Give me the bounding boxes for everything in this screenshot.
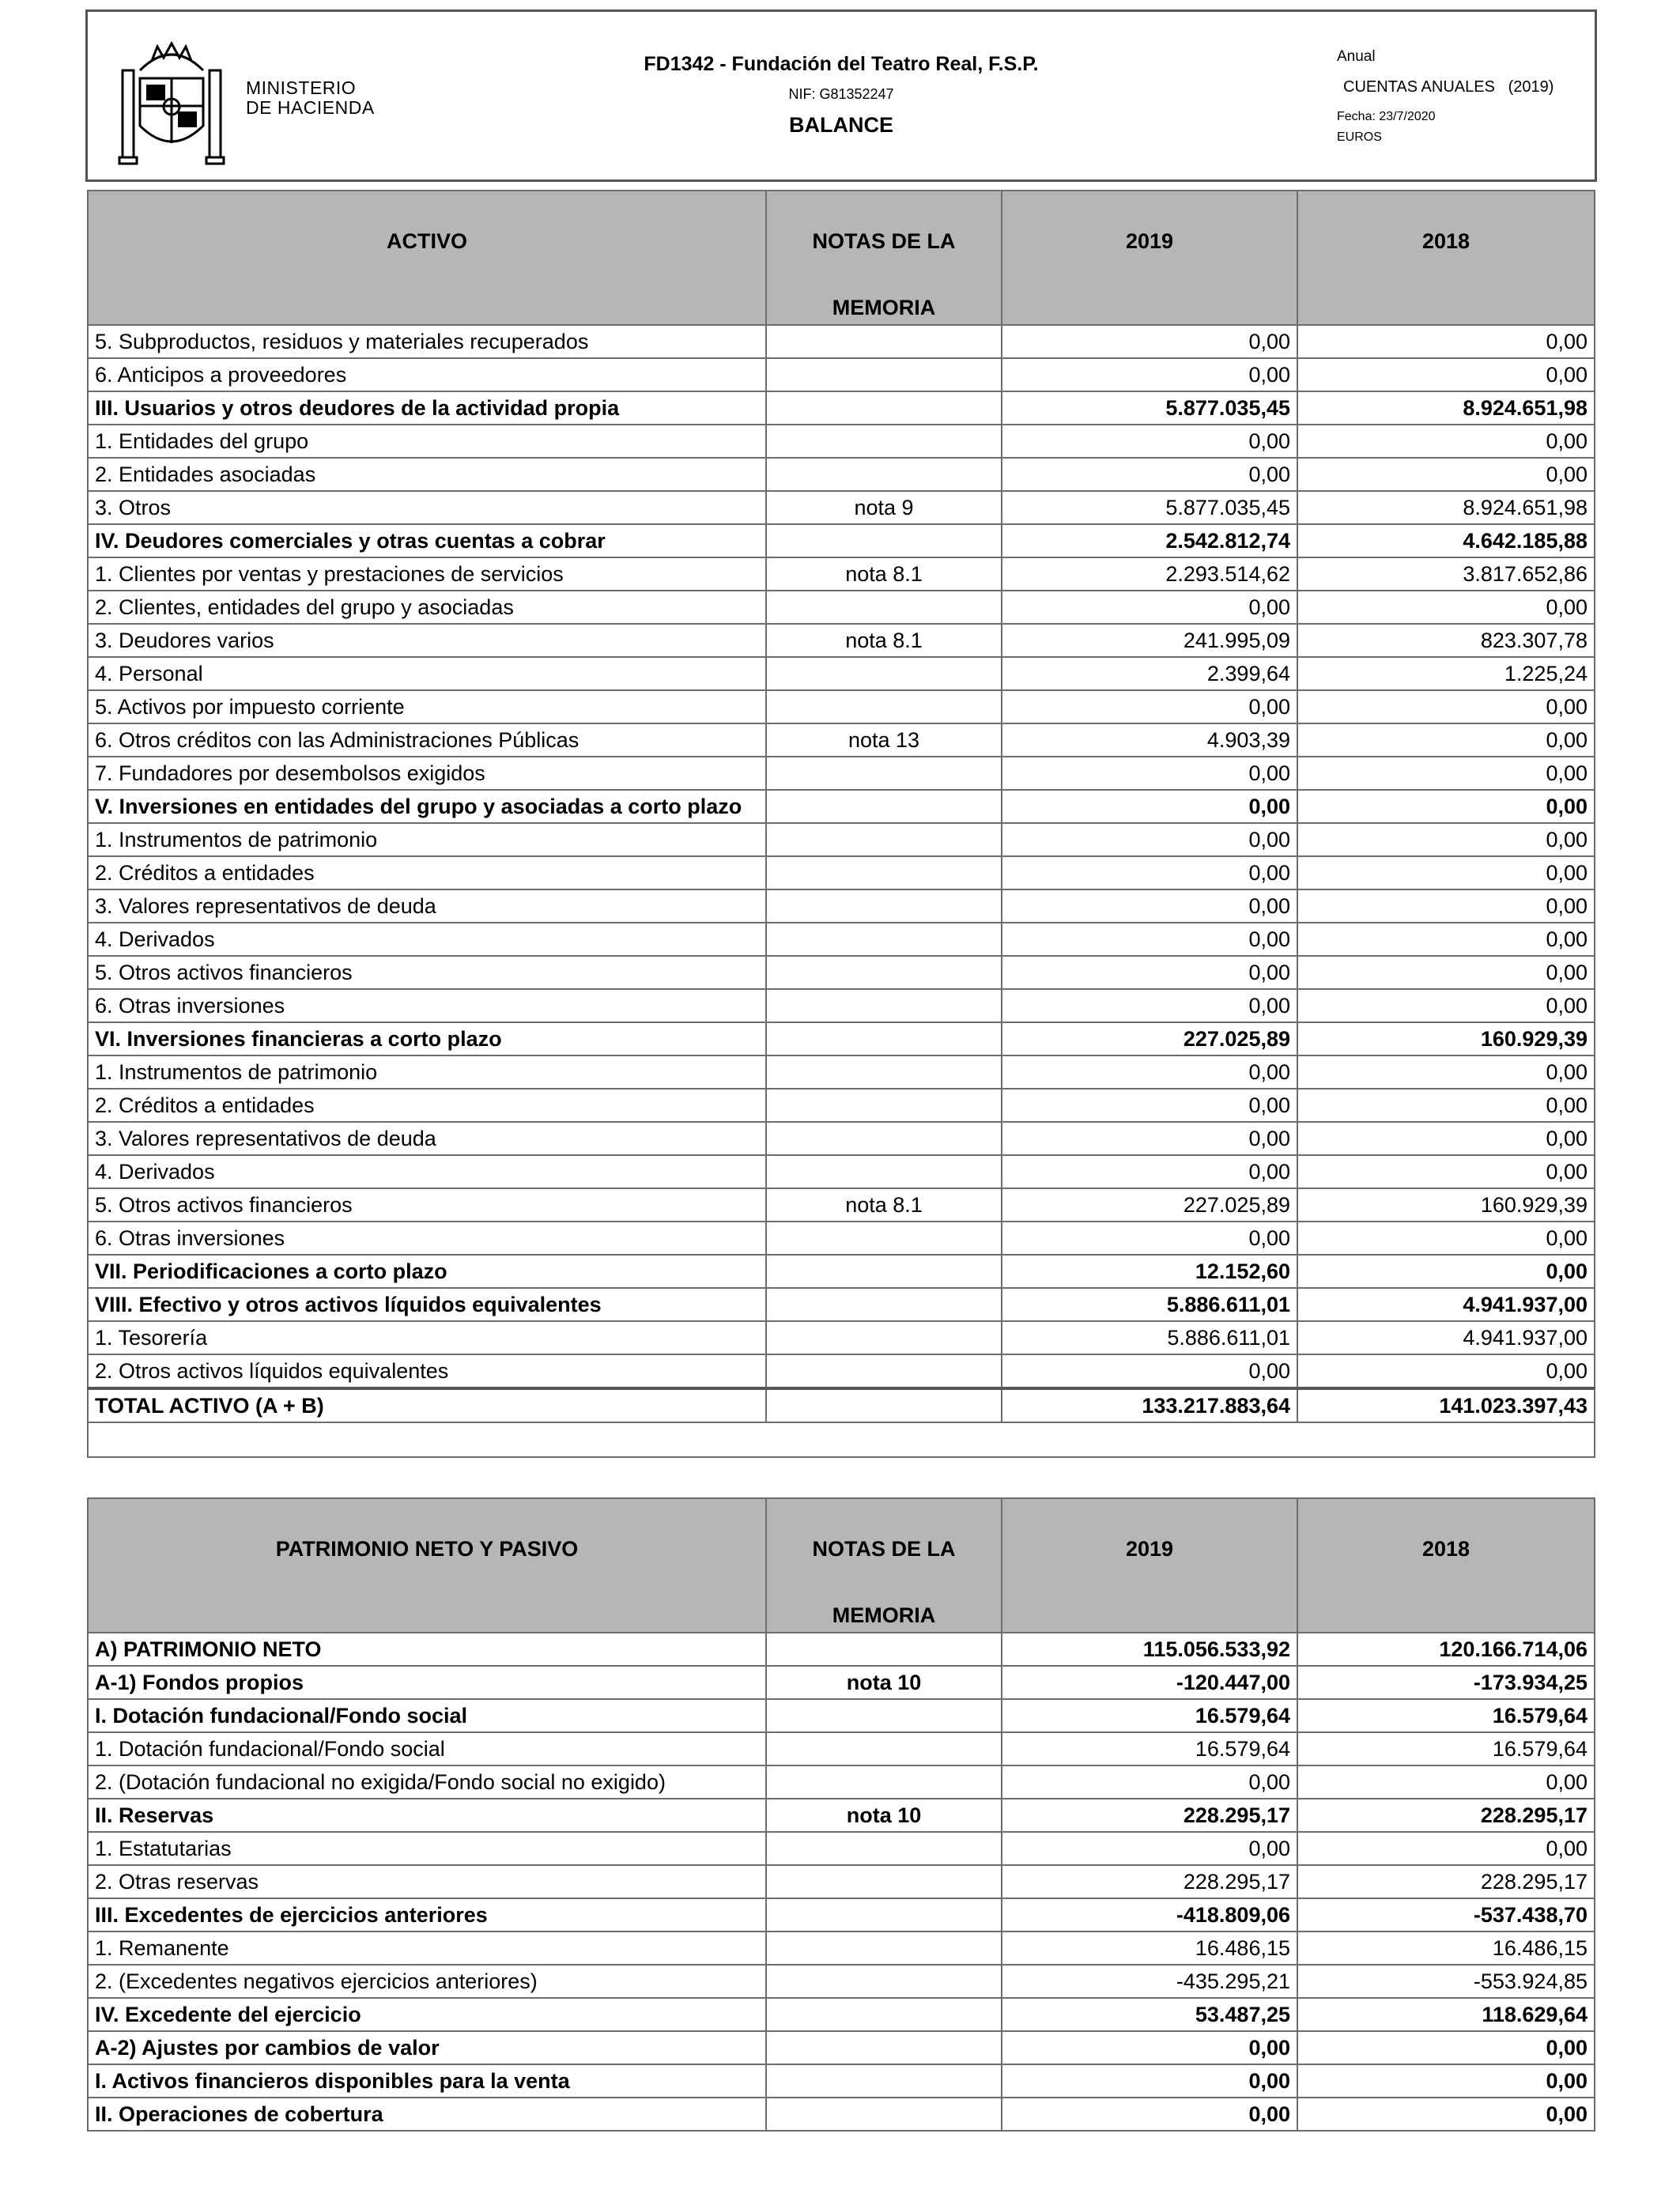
table-row (88, 856, 1595, 889)
row-note (766, 524, 1002, 557)
row-value-2019: -435.295,21 (1002, 1965, 1297, 1998)
row-value-2019: 2.399,64 (1002, 657, 1297, 690)
row-value-2018: 0,00 (1297, 1765, 1595, 1799)
row-label: 5. Subproductos, residuos y materiales recuperados (88, 325, 766, 358)
row-label: 1. Remanente (88, 1932, 766, 1965)
pasivo-table (87, 1497, 1595, 2132)
row-value-2018: 4.941.937,00 (1297, 1321, 1595, 1354)
row-note (766, 989, 1002, 1022)
row-label: II. Reservas (88, 1799, 766, 1832)
row-note (766, 757, 1002, 790)
row-note (766, 1155, 1002, 1188)
row-value-2019: 0,00 (1002, 923, 1297, 956)
spacer-row (88, 1422, 1595, 1457)
pasivo-column-header: PATRIMONIO NETO Y PASIVO (88, 1498, 766, 1633)
row-value-2018: -537.438,70 (1297, 1898, 1595, 1932)
row-value-2019: 228.295,17 (1002, 1799, 1297, 1832)
table-row (88, 391, 1595, 425)
row-value-2018: -173.934,25 (1297, 1666, 1595, 1699)
row-note: nota 13 (766, 723, 1002, 757)
row-value-2018: 0,00 (1297, 989, 1595, 1022)
row-label: 1. Estatutarias (88, 1832, 766, 1865)
row-value-2019: 0,00 (1002, 1089, 1297, 1122)
row-label: 1. Clientes por ventas y prestaciones de servicios (88, 557, 766, 591)
row-note (766, 889, 1002, 923)
table-row (88, 2098, 1595, 2131)
row-label: 5. Otros activos financieros (88, 956, 766, 989)
table-row (88, 923, 1595, 956)
row-note: nota 9 (766, 491, 1002, 524)
row-label: V. Inversiones en entidades del grupo y asociadas a corto plazo (88, 790, 766, 823)
row-label: III. Excedentes de ejercicios anteriores (88, 1898, 766, 1932)
row-label: A-2) Ajustes por cambios de valor (88, 2031, 766, 2064)
row-note: nota 8.1 (766, 624, 1002, 657)
row-note (766, 1765, 1002, 1799)
table-row (88, 1732, 1595, 1765)
row-value-2018: 0,00 (1297, 2064, 1595, 2098)
row-value-2018: 0,00 (1297, 856, 1595, 889)
table-row (88, 2031, 1595, 2064)
row-label: 4. Personal (88, 657, 766, 690)
row-value-2018: 16.486,15 (1297, 1932, 1595, 1965)
row-note (766, 1865, 1002, 1898)
row-value-2018: 0,00 (1297, 956, 1595, 989)
row-value-2019: 0,00 (1002, 823, 1297, 856)
table-row (88, 325, 1595, 358)
row-label: 3. Deudores varios (88, 624, 766, 657)
table-row (88, 889, 1595, 923)
table-row (88, 557, 1595, 591)
row-value-2018: 0,00 (1297, 2098, 1595, 2131)
year-2018-column-header: 2018 (1297, 1498, 1595, 1633)
row-label: 1. Tesorería (88, 1321, 766, 1354)
row-value-2018: 0,00 (1297, 790, 1595, 823)
row-note (766, 1965, 1002, 1998)
table-row (88, 1699, 1595, 1732)
row-value-2018: 0,00 (1297, 889, 1595, 923)
row-note (766, 391, 1002, 425)
row-value-2019: 0,00 (1002, 989, 1297, 1022)
row-value-2019: 16.579,64 (1002, 1699, 1297, 1732)
row-value-2018: 141.023.397,43 (1297, 1388, 1595, 1422)
pasivo-rows (88, 1633, 1595, 2131)
row-value-2019: 115.056.533,92 (1002, 1633, 1297, 1666)
row-value-2019: 227.025,89 (1002, 1188, 1297, 1222)
row-label: I. Activos financieros disponibles para la venta (88, 2064, 766, 2098)
row-value-2018: 0,00 (1297, 1354, 1595, 1388)
table-row (88, 757, 1595, 790)
table-row (88, 1998, 1595, 2031)
table-row (88, 1122, 1595, 1155)
table-row (88, 823, 1595, 856)
row-value-2019: 0,00 (1002, 1832, 1297, 1865)
row-note (766, 2098, 1002, 2131)
row-note (766, 1898, 1002, 1932)
row-value-2018: 0,00 (1297, 1089, 1595, 1122)
row-note (766, 2064, 1002, 2098)
table-row (88, 591, 1595, 624)
table-row (88, 989, 1595, 1022)
row-label: A-1) Fondos propios (88, 1666, 766, 1699)
row-value-2018: 4.941.937,00 (1297, 1288, 1595, 1321)
row-value-2019: 133.217.883,64 (1002, 1388, 1297, 1422)
row-value-2019: 0,00 (1002, 2064, 1297, 2098)
row-note (766, 1222, 1002, 1255)
row-label: 2. Créditos a entidades (88, 856, 766, 889)
row-value-2019: 0,00 (1002, 591, 1297, 624)
row-note (766, 2031, 1002, 2064)
row-note (766, 1932, 1002, 1965)
row-note (766, 856, 1002, 889)
row-note (766, 956, 1002, 989)
row-value-2019: 0,00 (1002, 690, 1297, 723)
row-label: 7. Fundadores por desembolsos exigidos (88, 757, 766, 790)
accounts-label: CUENTAS ANUALES (2019) (1343, 78, 1554, 96)
table-row (88, 1765, 1595, 1799)
pasivo-header-row (88, 1498, 1595, 1633)
row-label: 2. Otras reservas (88, 1865, 766, 1898)
notes-column-header: NOTAS DE LA MEMORIA (766, 191, 1002, 325)
table-row (88, 1089, 1595, 1122)
row-label: 5. Activos por impuesto corriente (88, 690, 766, 723)
row-note (766, 358, 1002, 391)
row-value-2019: 0,00 (1002, 856, 1297, 889)
row-value-2019: 241.995,09 (1002, 624, 1297, 657)
row-note: nota 8.1 (766, 557, 1002, 591)
row-label: A) PATRIMONIO NETO (88, 1633, 766, 1666)
table-row (88, 790, 1595, 823)
table-row (88, 491, 1595, 524)
table-row (88, 1865, 1595, 1898)
row-value-2018: 0,00 (1297, 1122, 1595, 1155)
activo-table (87, 190, 1595, 1458)
row-label: VIII. Efectivo y otros activos líquidos equivalentes (88, 1288, 766, 1321)
row-value-2018: -553.924,85 (1297, 1965, 1595, 1998)
row-label: 2. Clientes, entidades del grupo y asociadas (88, 591, 766, 624)
row-label: VI. Inversiones financieras a corto plazo (88, 1022, 766, 1055)
entity-name: FD1342 - Fundación del Teatro Real, F.S.P. (644, 53, 1039, 75)
row-note (766, 325, 1002, 358)
table-row (88, 1965, 1595, 1998)
row-value-2019: 0,00 (1002, 1122, 1297, 1155)
row-value-2018: 118.629,64 (1297, 1998, 1595, 2031)
table-row (88, 1354, 1595, 1388)
table-row (88, 358, 1595, 391)
row-note (766, 923, 1002, 956)
table-row (88, 2064, 1595, 2098)
row-label: 6. Otras inversiones (88, 1222, 766, 1255)
row-note (766, 591, 1002, 624)
row-note (766, 1022, 1002, 1055)
row-value-2019: 5.877.035,45 (1002, 391, 1297, 425)
row-value-2019: 0,00 (1002, 2031, 1297, 2064)
row-value-2019: 0,00 (1002, 458, 1297, 491)
period-label: Anual (1337, 48, 1376, 65)
row-note (766, 1255, 1002, 1288)
row-label: 6. Otros créditos con las Administraciones Públicas (88, 723, 766, 757)
row-note (766, 1388, 1002, 1422)
row-value-2019: 0,00 (1002, 358, 1297, 391)
activo-header-row (88, 191, 1595, 325)
row-value-2018: 228.295,17 (1297, 1799, 1595, 1832)
row-value-2018: 3.817.652,86 (1297, 557, 1595, 591)
row-value-2019: 0,00 (1002, 1354, 1297, 1388)
row-label: IV. Deudores comerciales y otras cuentas a cobrar (88, 524, 766, 557)
row-note (766, 425, 1002, 458)
row-value-2018: 4.642.185,88 (1297, 524, 1595, 557)
row-value-2019: 0,00 (1002, 425, 1297, 458)
row-value-2019: -418.809,06 (1002, 1898, 1297, 1932)
row-label: VII. Periodificaciones a corto plazo (88, 1255, 766, 1288)
row-value-2018: 0,00 (1297, 757, 1595, 790)
row-label: III. Usuarios y otros deudores de la actividad propia (88, 391, 766, 425)
table-row (88, 1055, 1595, 1089)
table-row (88, 1666, 1595, 1699)
row-value-2019: 0,00 (1002, 757, 1297, 790)
table-row (88, 1222, 1595, 1255)
total-activo-row (88, 1388, 1595, 1422)
row-value-2019: 0,00 (1002, 889, 1297, 923)
row-value-2018: 0,00 (1297, 1255, 1595, 1288)
row-value-2019: 5.886.611,01 (1002, 1288, 1297, 1321)
table-row (88, 1155, 1595, 1188)
row-value-2018: 228.295,17 (1297, 1865, 1595, 1898)
row-label: 3. Valores representativos de deuda (88, 1122, 766, 1155)
table-row (88, 723, 1595, 757)
year-2019-column-header: 2019 (1002, 1498, 1297, 1633)
table-row (88, 1255, 1595, 1288)
row-value-2018: 0,00 (1297, 1155, 1595, 1188)
row-value-2019: 228.295,17 (1002, 1865, 1297, 1898)
year-2019-column-header: 2019 (1002, 191, 1297, 325)
row-note (766, 1354, 1002, 1388)
row-label: 1. Instrumentos de patrimonio (88, 823, 766, 856)
row-value-2018: 160.929,39 (1297, 1188, 1595, 1222)
row-value-2018: 8.924.651,98 (1297, 391, 1595, 425)
table-row (88, 956, 1595, 989)
entity-nif: NIF: G81352247 (788, 86, 894, 102)
table-row (88, 1321, 1595, 1354)
row-value-2018: 0,00 (1297, 591, 1595, 624)
row-note (766, 1321, 1002, 1354)
row-value-2019: 16.486,15 (1002, 1932, 1297, 1965)
row-value-2019: 2.542.812,74 (1002, 524, 1297, 557)
row-value-2019: 4.903,39 (1002, 723, 1297, 757)
row-value-2018: 0,00 (1297, 723, 1595, 757)
row-value-2018: 0,00 (1297, 358, 1595, 391)
row-note (766, 1122, 1002, 1155)
row-label: TOTAL ACTIVO (A + B) (88, 1388, 766, 1422)
row-value-2019: 16.579,64 (1002, 1732, 1297, 1765)
row-value-2018: 16.579,64 (1297, 1732, 1595, 1765)
row-value-2019: 53.487,25 (1002, 1998, 1297, 2031)
row-value-2018: 8.924.651,98 (1297, 491, 1595, 524)
row-note (766, 1288, 1002, 1321)
table-row (88, 690, 1595, 723)
row-value-2019: 0,00 (1002, 1222, 1297, 1255)
row-value-2019: 2.293.514,62 (1002, 557, 1297, 591)
row-value-2019: 227.025,89 (1002, 1022, 1297, 1055)
row-label: 5. Otros activos financieros (88, 1188, 766, 1222)
row-note (766, 1832, 1002, 1865)
row-note (766, 823, 1002, 856)
row-label: 1. Entidades del grupo (88, 425, 766, 458)
table-row (88, 624, 1595, 657)
table-row (88, 524, 1595, 557)
table-row (88, 657, 1595, 690)
page-title: BALANCE (789, 113, 893, 137)
row-label: 4. Derivados (88, 1155, 766, 1188)
activo-column-header: ACTIVO (88, 191, 766, 325)
row-label: 2. (Excedentes negativos ejercicios anteriores) (88, 1965, 766, 1998)
row-note (766, 1633, 1002, 1666)
row-note (766, 1089, 1002, 1122)
year-2018-column-header: 2018 (1297, 191, 1595, 325)
document-header (85, 9, 1597, 182)
row-value-2018: 0,00 (1297, 1055, 1595, 1089)
table-row (88, 458, 1595, 491)
row-label: 1. Instrumentos de patrimonio (88, 1055, 766, 1089)
table-row (88, 1188, 1595, 1222)
row-label: IV. Excedente del ejercicio (88, 1998, 766, 2031)
row-label: 2. (Dotación fundacional no exigida/Fondo social no exigido) (88, 1765, 766, 1799)
row-value-2019: 0,00 (1002, 325, 1297, 358)
row-value-2019: 5.886.611,01 (1002, 1321, 1297, 1354)
row-note (766, 790, 1002, 823)
row-value-2018: 1.225,24 (1297, 657, 1595, 690)
row-label: 2. Entidades asociadas (88, 458, 766, 491)
row-value-2019: 12.152,60 (1002, 1255, 1297, 1288)
row-label: II. Operaciones de cobertura (88, 2098, 766, 2131)
row-value-2018: 0,00 (1297, 1222, 1595, 1255)
row-value-2019: 0,00 (1002, 790, 1297, 823)
row-note (766, 458, 1002, 491)
table-row (88, 1633, 1595, 1666)
row-value-2018: 0,00 (1297, 2031, 1595, 2064)
row-value-2018: 0,00 (1297, 690, 1595, 723)
row-note: nota 10 (766, 1799, 1002, 1832)
row-value-2019: 0,00 (1002, 1765, 1297, 1799)
row-value-2018: 160.929,39 (1297, 1022, 1595, 1055)
row-value-2018: 0,00 (1297, 425, 1595, 458)
row-value-2019: 0,00 (1002, 1155, 1297, 1188)
row-value-2018: 0,00 (1297, 325, 1595, 358)
row-value-2018: 0,00 (1297, 458, 1595, 491)
table-row (88, 1832, 1595, 1865)
notes-column-header: NOTAS DE LA MEMORIA (766, 1498, 1002, 1633)
row-note (766, 657, 1002, 690)
currency-label: EUROS (1337, 130, 1382, 144)
table-row (88, 1898, 1595, 1932)
row-value-2018: 120.166.714,06 (1297, 1633, 1595, 1666)
row-label: 2. Créditos a entidades (88, 1089, 766, 1122)
row-note: nota 8.1 (766, 1188, 1002, 1222)
date-label: Fecha: 23/7/2020 (1337, 110, 1436, 123)
activo-rows (88, 325, 1595, 1388)
row-label: 1. Dotación fundacional/Fondo social (88, 1732, 766, 1765)
row-value-2018: 0,00 (1297, 923, 1595, 956)
ministry-name: MINISTERIO DE HACIENDA (246, 77, 375, 118)
row-label: 6. Anticipos a proveedores (88, 358, 766, 391)
row-note: nota 10 (766, 1666, 1002, 1699)
table-row (88, 1022, 1595, 1055)
row-label: 2. Otros activos líquidos equivalentes (88, 1354, 766, 1388)
table-row (88, 1799, 1595, 1832)
table-row (88, 1288, 1595, 1321)
table-row (88, 425, 1595, 458)
row-label: I. Dotación fundacional/Fondo social (88, 1699, 766, 1732)
row-note (766, 690, 1002, 723)
row-label: 6. Otras inversiones (88, 989, 766, 1022)
row-label: 3. Otros (88, 491, 766, 524)
row-note (766, 1732, 1002, 1765)
row-value-2018: 0,00 (1297, 823, 1595, 856)
row-note (766, 1998, 1002, 2031)
row-value-2019: 5.877.035,45 (1002, 491, 1297, 524)
row-value-2018: 16.579,64 (1297, 1699, 1595, 1732)
row-label: 4. Derivados (88, 923, 766, 956)
row-value-2019: 0,00 (1002, 2098, 1297, 2131)
row-label: 3. Valores representativos de deuda (88, 889, 766, 923)
row-value-2019: 0,00 (1002, 1055, 1297, 1089)
row-value-2018: 0,00 (1297, 1832, 1595, 1865)
row-value-2019: 0,00 (1002, 956, 1297, 989)
row-value-2018: 823.307,78 (1297, 624, 1595, 657)
row-note (766, 1699, 1002, 1732)
table-row (88, 1932, 1595, 1965)
row-note (766, 1055, 1002, 1089)
row-value-2019: -120.447,00 (1002, 1666, 1297, 1699)
